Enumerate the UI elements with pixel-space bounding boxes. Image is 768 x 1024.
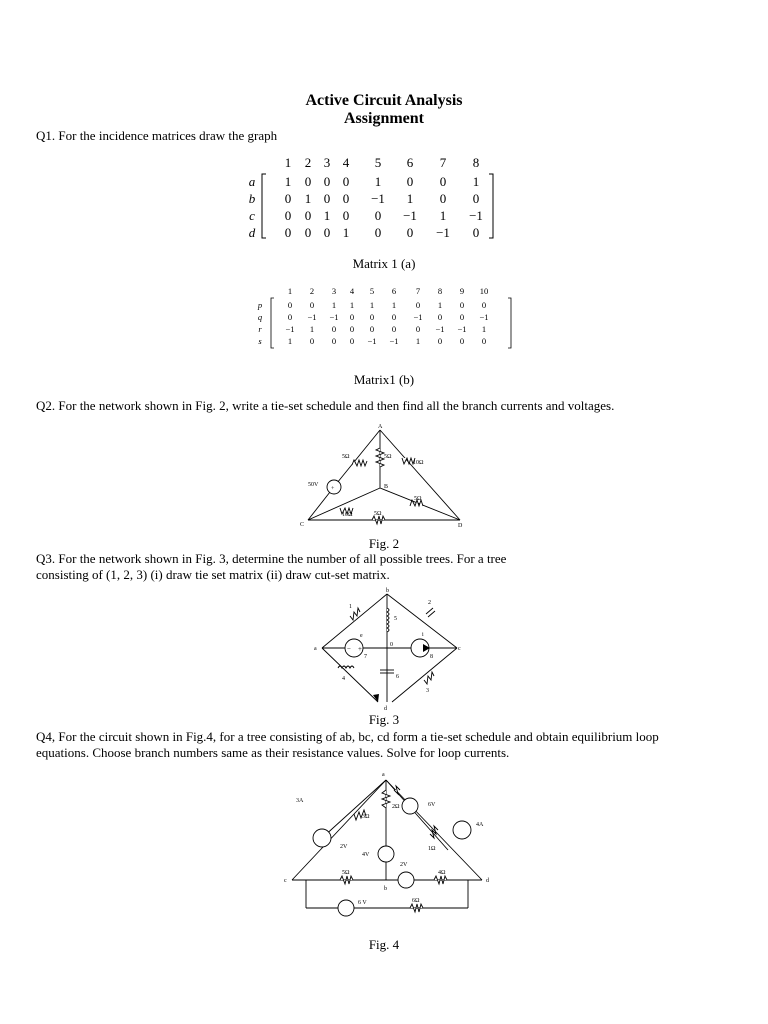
matrix-col-header: 3 [331,286,337,296]
matrix-cell: 0 [481,336,487,346]
matrix-cell: 1 [374,174,382,189]
fig3-branch-5-label: 5 [394,616,397,622]
matrix-row-label: c [249,208,255,223]
matrix-col-header: 6 [391,286,397,296]
fig4-r4-label: 4Ω [438,870,446,876]
fig4-node-a-label: a [382,772,385,778]
matrix-cell: 0 [284,191,292,206]
matrix-col-header: 5 [374,155,382,170]
matrix-row-label: a [248,174,256,189]
matrix-cell: −1 [329,312,339,322]
matrix-cell: 1 [309,324,315,334]
matrix-cell: 0 [391,312,397,322]
question-3-line-1: Q3. For the network shown in Fig. 3, determine the number of all possible trees. For a tree [36,551,507,566]
matrix-col-header: 4 [342,155,350,170]
fig3-branch-6-label: 6 [396,674,399,680]
fig3-branch-8-label: 8 [430,654,433,660]
matrix-cell: 0 [349,336,355,346]
matrix-cell: −1 [436,225,450,240]
fig2-r-ad-label: 10Ω [413,460,424,466]
fig2-node-a-label: A [378,424,383,430]
matrix-cell: 0 [439,191,447,206]
fig4-v-top-right-label: 6V [428,802,436,808]
matrix-cell: 1 [406,191,414,206]
matrix-cell: 0 [284,208,292,223]
matrix-cell: 0 [331,336,337,346]
matrix-col-header: 1 [284,155,292,170]
fig3-node-b-label: b [386,588,389,594]
matrix-col-header: 10 [479,286,489,296]
matrix-cell: 0 [391,324,397,334]
matrix-cell: 0 [304,174,312,189]
matrix-b-caption: Matrix1 (b) [353,372,415,387]
matrix-cell: 0 [287,300,293,310]
figure-2-caption: Fig. 2 [368,536,400,551]
fig2-r-bd-label: 5Ω [414,496,422,502]
matrix-cell: 0 [323,191,331,206]
figure-3-network [312,586,462,712]
fig3-node-d-label: d [384,706,387,712]
svg-text:−: − [347,645,351,653]
matrix-cell: 0 [342,191,350,206]
matrix-cell: 1 [439,208,447,223]
figure-4-circuit [282,768,492,918]
matrix-cell: 0 [342,174,350,189]
matrix-cell: 0 [323,174,331,189]
matrix-cell: 0 [439,174,447,189]
matrix-cell: −1 [403,208,417,223]
fig4-current-right-label: 4A [476,822,484,828]
matrix-col-header: 7 [415,286,421,296]
matrix-row-label: p [257,300,263,310]
matrix-cell: −1 [389,336,399,346]
fig2-r-ca-label: 5Ω [342,454,350,460]
fig2-node-b-label: B [384,484,389,490]
fig3-branch-4-label: 4 [342,676,345,682]
matrix-cell: 0 [331,324,337,334]
matrix-cell: 0 [304,225,312,240]
matrix-cell: 0 [459,300,465,310]
fig4-r2-label: 2Ω [392,804,400,810]
matrix-col-header: 6 [406,155,414,170]
matrix-cell: 1 [304,191,312,206]
matrix-row-label: d [248,225,256,240]
matrix-row-label: b [248,191,256,206]
fig3-source-e-label: e [360,633,363,639]
fig3-node-c-label: c [458,646,461,652]
matrix-cell: 0 [459,336,465,346]
fig4-current-left-label: 3A [296,798,304,804]
fig3-branch-3-label: 3 [426,688,429,694]
matrix-row-label: s [258,336,262,346]
matrix-col-header: 9 [459,286,465,296]
fig3-branch-7-label: 7 [364,654,367,660]
matrix-cell: −1 [479,312,489,322]
matrix-col-header: 4 [349,286,355,296]
matrix-cell: 0 [374,225,382,240]
fig4-v-right-label: 2V [400,862,408,868]
question-4-line-1: Q4, For the circuit shown in Fig.4, for a tree consisting of ab, bc, cd form a tie-set schedule and obtain equilibrium loop [36,729,659,744]
matrix-cell: 1 [437,300,443,310]
fig4-v-bottom-label: 6 V [358,900,367,906]
matrix-cell: 0 [349,324,355,334]
matrix-cell: −1 [371,191,385,206]
fig4-node-c-label: c [284,878,287,884]
matrix-cell: 1 [481,324,487,334]
matrix-col-header: 8 [437,286,443,296]
matrix-cell: 0 [309,336,315,346]
matrix-cell: −1 [457,324,467,334]
matrix-a-caption: Matrix 1 (a) [352,256,416,271]
matrix-cell: 1 [331,300,337,310]
matrix-cell: 0 [284,225,292,240]
matrix-cell: 0 [374,208,382,223]
question-3-line-2: consisting of (1, 2, 3) (i) draw tie set matrix (ii) draw cut-set matrix. [36,567,390,582]
matrix-cell: −1 [435,324,445,334]
matrix-cell: 1 [415,336,421,346]
matrix-cell: 0 [415,324,421,334]
matrix-row-label: q [257,312,263,322]
matrix-cell: 0 [323,225,331,240]
matrix-cell: −1 [285,324,295,334]
fig4-r1-label: 1Ω [428,846,436,852]
matrix-col-header: 2 [309,286,315,296]
fig3-node-o-label: 0 [390,642,393,648]
fig2-r-cd-label: 5Ω [374,511,382,517]
matrix-cell: 0 [287,312,293,322]
matrix-cell: 1 [391,300,397,310]
matrix-cell: 1 [369,300,375,310]
question-2: Q2. For the network shown in Fig. 2, write a tie-set schedule and then find all the branch currents and voltages. [36,398,615,413]
matrix-cell: 0 [369,312,375,322]
svg-text:+: + [331,486,335,492]
fig3-source-i-label: i [422,632,424,638]
matrix-cell: 1 [323,208,331,223]
matrix-cell: −1 [367,336,377,346]
matrix-cell: 0 [437,336,443,346]
fig4-r6-label: 6Ω [412,898,420,904]
matrix-cell: 0 [342,208,350,223]
question-1: Q1. For the incidence matrices draw the graph [36,128,278,143]
matrix-cell: 1 [284,174,292,189]
matrix-col-header: 5 [369,286,375,296]
fig2-source-label: 50V [308,482,319,488]
matrix-cell: 0 [415,300,421,310]
matrix-cell: −1 [307,312,317,322]
fig2-node-c-label: C [300,522,305,528]
fig2-node-d-label: D [458,523,463,529]
matrix-cell: 0 [481,300,487,310]
matrix-cell: 0 [406,225,414,240]
matrix-cell: 0 [369,324,375,334]
figure-2-circuit [290,420,470,535]
fig4-v-left-label: 2V [340,844,348,850]
fig3-branch-1-label: 1 [349,604,352,610]
matrix-cell: −1 [413,312,423,322]
fig4-v-mid-label: 4V [362,852,370,858]
matrix-col-header: 8 [472,155,480,170]
matrix-col-header: 1 [287,286,293,296]
fig2-r-ab-label: 5Ω [384,454,392,460]
matrix-cell: 0 [472,225,480,240]
page-title: Active Circuit Analysis [305,92,463,109]
matrix-cell: 1 [342,225,350,240]
matrix-col-header: 2 [304,155,312,170]
matrix-cell: 0 [309,300,315,310]
matrix-col-header: 7 [439,155,447,170]
matrix-cell: 0 [459,312,465,322]
incidence-matrix-a [240,150,530,242]
fig4-node-d-label: d [486,878,489,884]
matrix-cell: 0 [472,191,480,206]
figure-3-caption: Fig. 3 [368,712,400,727]
matrix-cell: 0 [437,312,443,322]
incidence-matrix-b [248,284,518,354]
figure-4-caption: Fig. 4 [368,937,400,952]
fig4-r3-label: 3Ω [362,814,370,820]
svg-text:+: + [358,645,362,653]
matrix-cell: 0 [304,208,312,223]
fig4-node-b-label: b [384,886,387,892]
matrix-cell: 0 [406,174,414,189]
fig3-node-a-label: a [314,646,317,652]
matrix-cell: 0 [349,312,355,322]
fig4-r5-label: 5Ω [342,870,350,876]
matrix-cell: 1 [472,174,480,189]
matrix-cell: 1 [287,336,293,346]
matrix-cell: 1 [349,300,355,310]
fig2-r-bc-label: 10Ω [342,512,353,518]
matrix-col-header: 3 [323,155,331,170]
matrix-row-label: r [258,324,262,334]
question-4-line-2: equations. Choose branch numbers same as their resistance values. Solve for loop currents. [36,745,510,760]
page-subtitle: Assignment [343,110,424,127]
matrix-cell: −1 [469,208,483,223]
fig3-branch-2-label: 2 [428,600,431,606]
